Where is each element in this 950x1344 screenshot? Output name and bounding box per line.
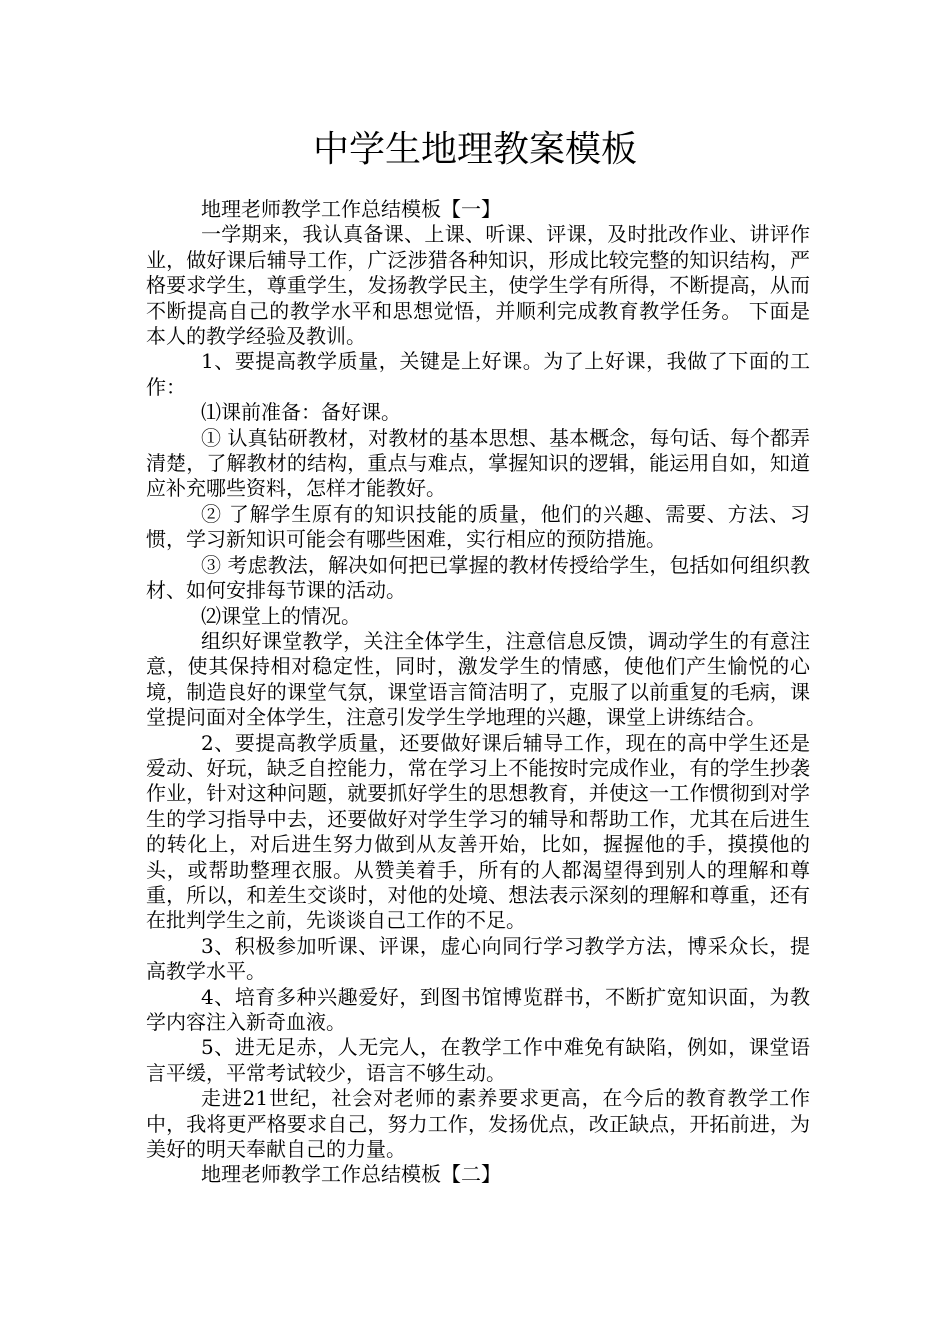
- paragraph-item-2: ② 了解学生原有的知识技能的质量，他们的兴趣、需要、方法、习惯，学习新知识可能会有哪些困难，实行相应的预防措施。: [146, 501, 810, 552]
- section-heading-1: 地理老师教学工作总结模板【一】: [201, 197, 501, 221]
- paragraph-point-2: 2、要提高教学质量，还要做好课后辅导工作，现在的高中学生还是爱动、好玩，缺乏自控能力，常在学习上不能按时完成作业，有的学生抄袭作业，针对这种问题，就要抓好学生的思想教育，并使这一工作惯彻到对学生的学习指导中去，还要做好对学生学习的辅导和帮助工作，尤其在后进生的转化上，对后进生努力做到从友善开始，比如，握握他的手，摸摸他的头，或帮助整理衣服。从赞美着手，所有的人都渴望得到别人的理解和尊重，所以，和差生交谈时，对他的处境、想法表示深刻的理解和尊重，还有在批判学生之前，先谈谈自己工作的不足。: [146, 730, 810, 933]
- paragraph-point-1: 1、要提高教学质量，关键是上好课。为了上好课，我做了下面的工作：: [146, 349, 810, 399]
- paragraph-point-3: 3、积极参加听课、评课，虚心向同行学习教学方法，博采众长，提高教学水平。: [146, 933, 810, 984]
- paragraph-item-1: ① 认真钻研教材，对教材的基本思想、基本概念，每句话、每个都弄清楚，了解教材的结构，重点与难点，掌握知识的逻辑，能运用自如，知道应补充哪些资料，怎样才能教好。: [146, 425, 810, 501]
- document-body: [146, 197, 810, 1188]
- paragraph-subpoint-2: ⑵课堂上的情况。: [201, 603, 361, 628]
- paragraph-intro: 一学期来，我认真备课、上课、听课、评课，及时批改作业、讲评作业，做好课后辅导工作，广泛涉猎各种知识，形成比较完整的知识结构，严格要求学生，尊重学生，发扬教学民主，使学生学有所得，不断提高，从而不断提高自己的教学水平和思想觉悟，并顺利完成教育教学任务。 下面是本人的教学经验及教训。: [146, 222, 810, 349]
- paragraph-classroom: 组织好课堂教学，关注全体学生，注意信息反馈，调动学生的有意注意，使其保持相对稳定性，同时，激发学生的情感，使他们产生愉悦的心境，制造良好的课堂气氛，课堂语言简洁明了，克服了以前重复的毛病，课堂提问面对全体学生，注意引发学生学地理的兴趣，课堂上讲练结合。: [146, 628, 810, 730]
- section-heading-2: 地理老师教学工作总结模板【二】: [201, 1162, 501, 1187]
- paragraph-conclusion: 走进21世纪，社会对老师的素养要求更高，在今后的教育教学工作中，我将更严格要求自己，努力工作，发扬优点，改正缺点，开拓前进，为美好的明天奉献自己的力量。: [146, 1086, 810, 1162]
- paragraph-subpoint-1: ⑴课前准备：备好课。: [201, 400, 401, 425]
- paragraph-point-5: 5、进无足赤，人无完人，在教学工作中难免有缺陷，例如，课堂语言平缓，平常考试较少，语言不够生动。: [146, 1035, 810, 1085]
- paragraph-point-4: 4、培育多种兴趣爱好，到图书馆博览群书，不断扩宽知识面，为教学内容注入新奇血液。: [146, 984, 810, 1034]
- document-title: 中学生地理教案模板: [312, 129, 637, 170]
- paragraph-item-3: ③ 考虑教法，解决如何把已掌握的教材传授给学生，包括如何组织教材、如何安排每节课的活动。: [146, 552, 810, 603]
